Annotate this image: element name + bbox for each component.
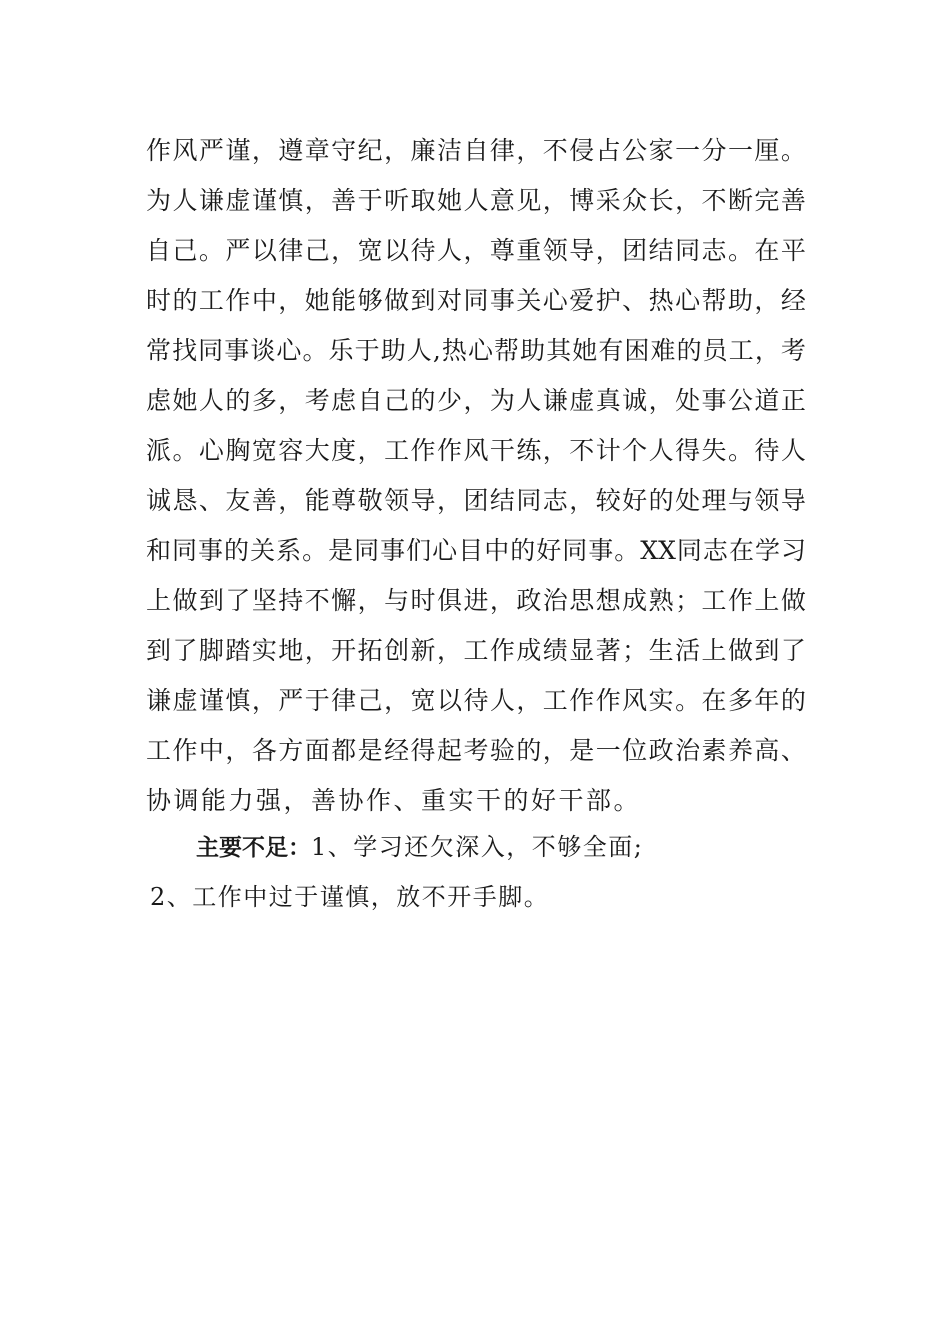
paragraph-line: 谦 虚 谨 慎 ， 严 于 律 己 ， 宽 以 待 人 ， 工 作 作 风 实 。 在 多 年 的 bbox=[146, 686, 806, 715]
paragraph-line: 自 己 。 严 以 律 己 ， 宽 以 待 人 ， 尊 重 领 导 ， 团 结 同 志 。 在 平 bbox=[146, 236, 806, 265]
paragraph-line: 作 风 严 谨 ， 遵 章 守 纪 ， 廉 洁 自 律 ， 不 侵 占 公 家 一 分 一 厘 。 bbox=[146, 136, 806, 165]
paragraph-line: 虑 她 人 的 多 ， 考 虑 自 己 的 少 ， 为 人 谦 虚 真 诚 ， 处 事 公 道 正 bbox=[146, 386, 806, 415]
shortcomings-item-1: 1、学习还欠深入，不够全面; bbox=[311, 833, 644, 861]
paragraph-line: 和 同 事 的 关 系 。 是 同 事 们 心 目 中 的 好 同 事 。 XX 同 志 在 学 习 bbox=[146, 536, 806, 565]
paragraph-line: 为 人 谦 虚 谨 慎 ， 善 于 听 取 她 人 意 见 ， 博 采 众 长 ， 不 断 完 善 bbox=[146, 186, 806, 215]
paragraph-line: 到 了 脚 踏 实 地 ， 开 拓 创 新 ， 工 作 成 绩 显 著 ； 生 活 上 做 到 了 bbox=[146, 636, 806, 665]
paragraph-line: 协调能力强，善协作、重实干的好干部。 bbox=[146, 786, 642, 815]
shortcomings-line-1 bbox=[196, 822, 643, 872]
evaluation-paragraph bbox=[146, 126, 806, 826]
paragraph-line: 常 找 同 事 谈 心 。 乐 于 助 人 , 热 心 帮 助 其 她 有 困 难 的 员 工 ， 考 bbox=[146, 336, 806, 365]
shortcomings-label: 主要不足： bbox=[196, 835, 311, 861]
paragraph-line: 派 。 心 胸 宽 容 大 度 ， 工 作 作 风 干 练 ， 不 计 个 人 得 失 。 待 人 bbox=[146, 436, 806, 465]
paragraph-line: 上 做 到 了 坚 持 不 懈 ， 与 时 俱 进 ， 政 治 思 想 成 熟 ； 工 作 上 做 bbox=[146, 586, 806, 615]
paragraph-line: 诚 恳 、 友 善 ， 能 尊 敬 领 导 ， 团 结 同 志 ， 较 好 的 处 理 与 领 导 bbox=[146, 486, 806, 515]
paragraph-line: 工 作 中 ， 各 方 面 都 是 经 得 起 考 验 的 ， 是 一 位 政 治 素 养 高 、 bbox=[146, 736, 806, 765]
shortcomings-item-2: 2、工作中过于谨慎，放不开手脚。 bbox=[150, 883, 550, 911]
paragraph-line: 时 的 工 作 中 ， 她 能 够 做 到 对 同 事 关 心 爱 护 、 热 心 帮 助 ， 经 bbox=[146, 286, 806, 315]
